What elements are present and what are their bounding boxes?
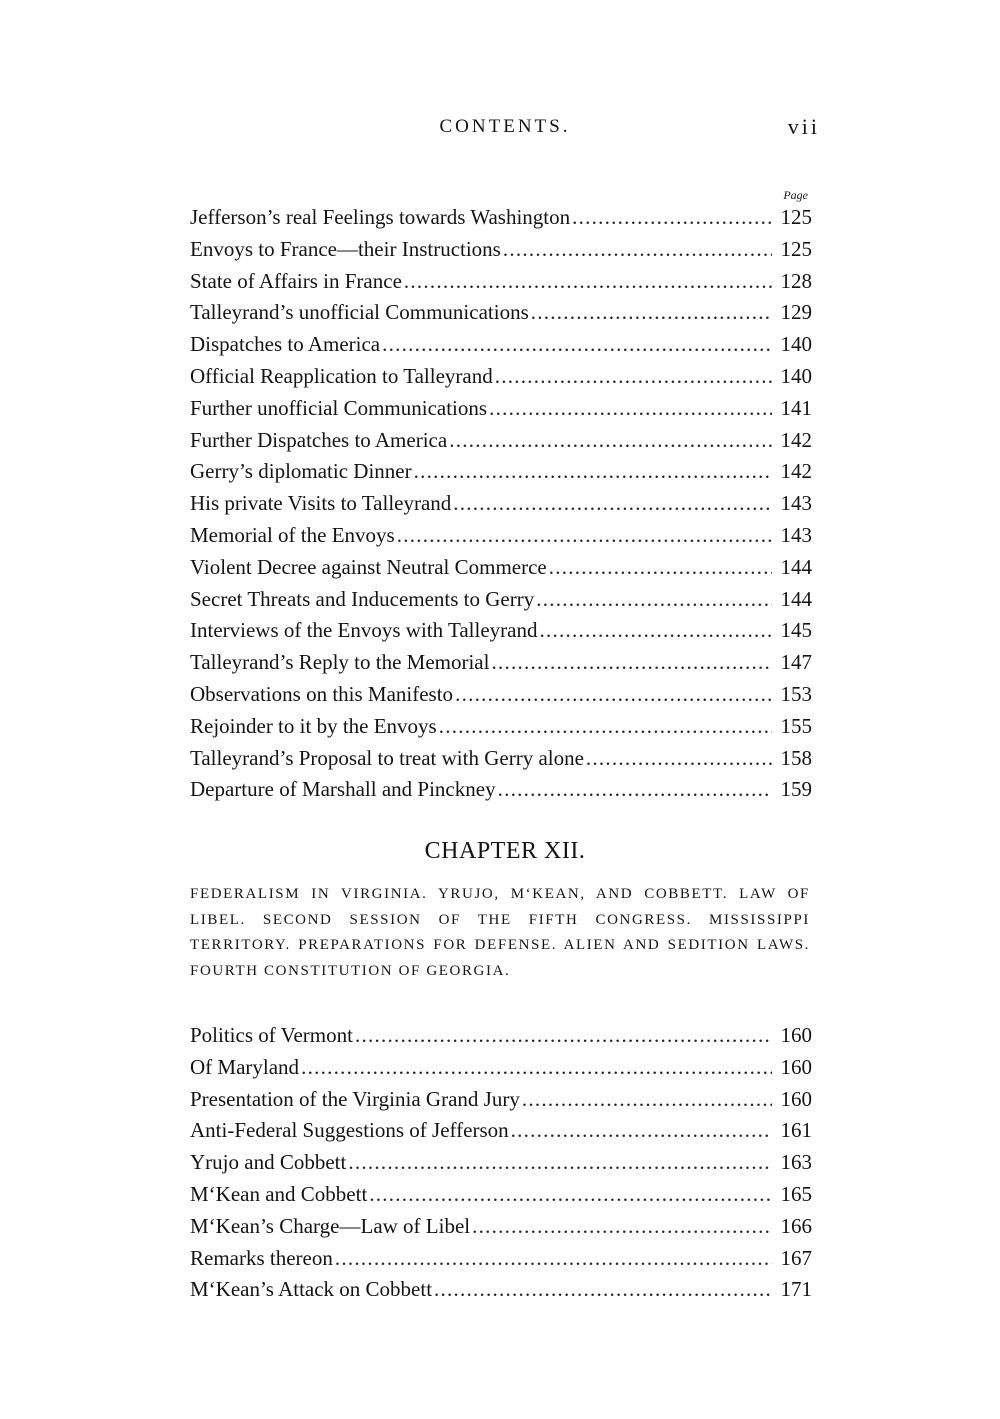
entry-page-number: 129 [780, 300, 812, 325]
dot-leader [498, 774, 772, 806]
dot-leader [472, 1211, 772, 1243]
entry-title: Envoys to France—their Instructions [190, 236, 501, 261]
contents-entry [190, 488, 812, 520]
entry-title: Gerry’s diplomatic Dinner [190, 459, 412, 484]
page-number: vii [787, 114, 820, 139]
entry-title: Secret Threats and Inducements to Gerry [190, 586, 535, 611]
entry-title: Official Reapplication to Talleyrand [190, 363, 493, 388]
entry-page-number: 140 [780, 332, 812, 357]
contents-entry [190, 774, 812, 806]
entry-page-number: 142 [780, 459, 812, 484]
entry-page-number: 159 [780, 777, 812, 802]
entry-page-number: 161 [780, 1118, 812, 1143]
contents-entry [190, 743, 812, 775]
entry-page-number: 143 [780, 522, 812, 547]
dot-leader [511, 1115, 772, 1147]
entry-page-number: 141 [780, 395, 812, 420]
dot-leader [404, 266, 772, 298]
contents-entry [190, 266, 812, 298]
dot-leader [453, 488, 772, 520]
dot-leader [382, 329, 772, 361]
dot-leader [495, 361, 772, 393]
contents-list-first [190, 188, 812, 806]
dot-leader [539, 615, 772, 647]
entry-page-number: 160 [780, 1023, 812, 1047]
dot-leader [536, 584, 772, 616]
contents-entry [190, 615, 812, 647]
dot-leader [503, 234, 772, 266]
chapter-heading: CHAPTER XII. [424, 838, 586, 864]
entry-page-number: 158 [780, 745, 812, 770]
entry-page-number: 142 [780, 427, 812, 452]
chapter-summary: FEDERALISM IN VIRGINIA. YRUJO, M‘KEAN, AND COBBETT. LAW OF LIBEL. SECOND SESSION OF THE FIFTH CONGRESS. MISSISSIPPI TERRITORY. PREPARATIONS FOR DEFENSE. ALIEN AND SEDITION LAWS. FOURTH CONSTITUTION OF GEORGIA. [190, 886, 810, 979]
dot-leader [369, 1179, 772, 1211]
entry-page-number: 125 [780, 205, 812, 229]
entry-page-number: 171 [780, 1277, 812, 1302]
entry-title: Anti-Federal Suggestions of Jefferson [190, 1118, 509, 1143]
entry-title: Memorial of the Envoys [190, 522, 395, 547]
dot-leader [491, 647, 772, 679]
entry-page-number: 167 [780, 1245, 812, 1270]
entry-page-number: 140 [780, 363, 812, 388]
contents-entry [190, 393, 812, 425]
contents-entry [190, 1243, 812, 1275]
running-head [190, 112, 820, 142]
contents-entry [190, 711, 812, 743]
entry-title: Jefferson’s real Feelings towards Washington [190, 205, 571, 229]
entry-title: State of Affairs in France [190, 268, 402, 293]
contents-entries-first [190, 202, 812, 806]
contents-entry [190, 329, 812, 361]
dot-leader [434, 1274, 772, 1306]
contents-entry [190, 425, 812, 457]
entry-title: Rejoinder to it by the Envoys [190, 713, 437, 738]
entry-page-number: 128 [780, 268, 812, 293]
entry-title: Talleyrand’s unofficial Communications [190, 300, 529, 325]
contents-entries-second [190, 1020, 812, 1306]
entry-page-number: 153 [780, 681, 812, 706]
entry-title: Talleyrand’s Proposal to treat with Gerry alone [190, 745, 584, 770]
entry-page-number: 160 [780, 1054, 812, 1079]
entry-title: Further unofficial Communications [190, 395, 488, 420]
dot-leader [348, 1147, 772, 1179]
entry-page-number: 144 [780, 586, 812, 611]
contents-entry [190, 1020, 812, 1052]
entry-title: M‘Kean’s Charge—Law of Libel [190, 1213, 471, 1238]
entry-page-number: 163 [780, 1150, 812, 1175]
dot-leader [522, 1084, 772, 1116]
entry-page-number: 147 [780, 650, 812, 675]
dot-leader [489, 393, 772, 425]
dot-leader [397, 520, 772, 552]
contents-entry [190, 361, 812, 393]
dot-leader [455, 679, 772, 711]
contents-entry [190, 456, 812, 488]
contents-entry [190, 1147, 812, 1179]
dot-leader [586, 743, 772, 775]
dot-leader [301, 1052, 772, 1084]
contents-entry [190, 1084, 812, 1116]
entry-page-number: 125 [780, 236, 812, 261]
entry-page-number: 165 [780, 1181, 812, 1206]
entry-page-number: 144 [780, 554, 812, 579]
dot-leader [531, 297, 772, 329]
entry-title: Interviews of the Envoys with Talleyrand [190, 618, 538, 643]
contents-entry [190, 647, 812, 679]
contents-entry [190, 297, 812, 329]
contents-entry [190, 520, 812, 552]
contents-entry [190, 234, 812, 266]
contents-entry [190, 1115, 812, 1147]
entry-title: Presentation of the Virginia Grand Jury [190, 1086, 520, 1111]
page-column-label: Page [783, 188, 808, 202]
dot-leader [572, 202, 772, 234]
entry-title: Violent Decree against Neutral Commerce [190, 554, 547, 579]
dot-leader [335, 1243, 772, 1275]
entry-title: Yrujo and Cobbett [190, 1150, 347, 1175]
contents-entry [190, 202, 812, 234]
entry-page-number: 166 [780, 1213, 812, 1238]
contents-entry [190, 584, 812, 616]
dot-leader [449, 425, 772, 457]
contents-entry [190, 679, 812, 711]
contents-entry [190, 1179, 812, 1211]
entry-title: M‘Kean’s Attack on Cobbett [190, 1277, 433, 1302]
entry-title: Of Maryland [190, 1054, 300, 1079]
entry-title: Further Dispatches to America [190, 427, 448, 452]
dot-leader [355, 1020, 772, 1052]
entry-page-number: 160 [780, 1086, 812, 1111]
contents-entry [190, 1052, 812, 1084]
dot-leader [414, 456, 772, 488]
contents-entry [190, 1211, 812, 1243]
entry-title: Departure of Marshall and Pinckney [190, 777, 496, 802]
entry-title: Observations on this Manifesto [190, 681, 454, 706]
entry-title: Politics of Vermont [190, 1023, 353, 1047]
contents-entry [190, 552, 812, 584]
dot-leader [549, 552, 772, 584]
contents-list-second [190, 1020, 812, 1306]
entry-title: Dispatches to America [190, 332, 381, 357]
entry-page-number: 143 [780, 491, 812, 516]
entry-title: Remarks thereon [190, 1245, 333, 1270]
entry-title: His private Visits to Talleyrand [190, 491, 452, 516]
entry-page-number: 155 [780, 713, 812, 738]
contents-entry [190, 1274, 812, 1306]
dot-leader [439, 711, 772, 743]
entry-page-number: 145 [780, 618, 812, 643]
entry-title: Talleyrand’s Reply to the Memorial [190, 650, 490, 675]
entry-title: M‘Kean and Cobbett [190, 1181, 368, 1206]
running-head-title: CONTENTS. [439, 116, 571, 137]
